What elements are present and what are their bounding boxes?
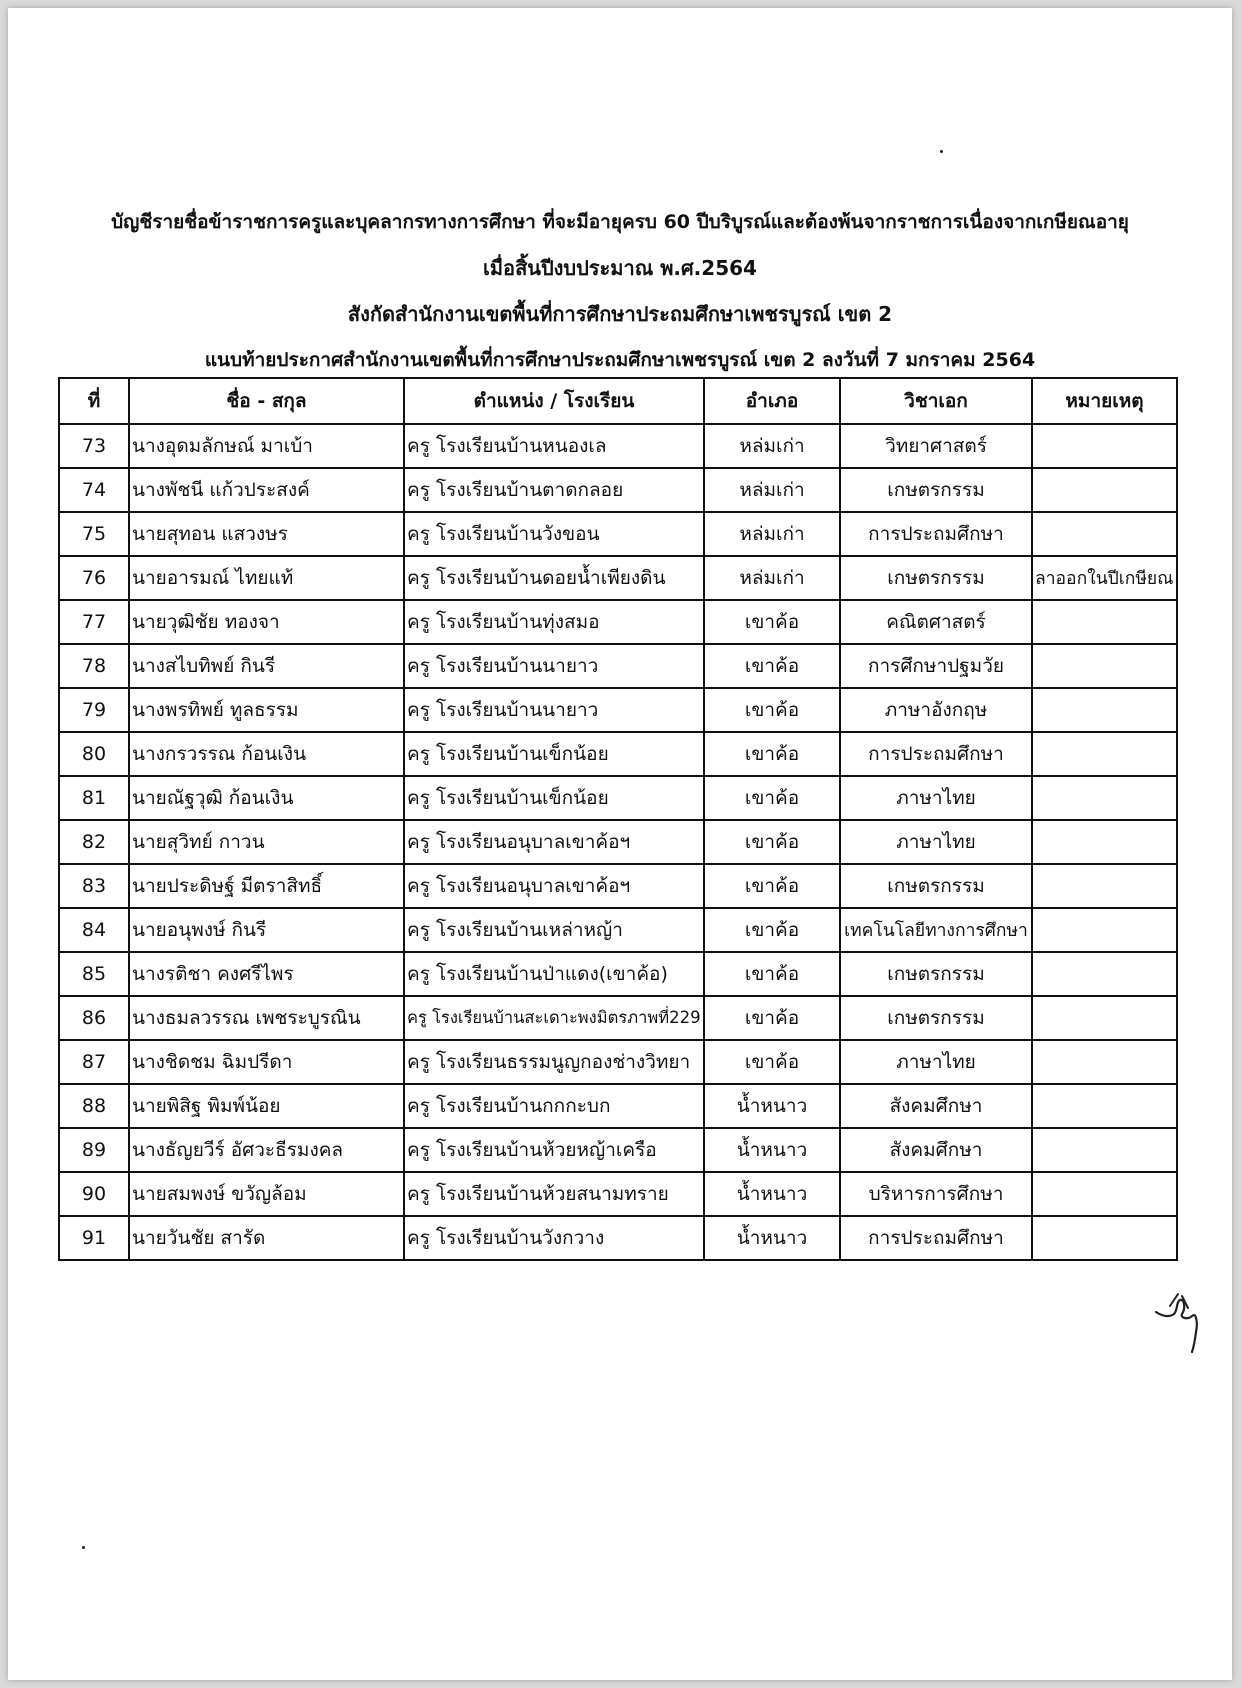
column-header-name: ชื่อ - สกุล	[129, 378, 404, 424]
school-cell: ครู โรงเรียนบ้านเข็กน้อย	[404, 776, 704, 820]
school-cell: ครู โรงเรียนบ้านห้วยสนามทราย	[404, 1172, 704, 1216]
table-row	[59, 1084, 1177, 1128]
table-row	[59, 600, 1177, 644]
note-cell	[1032, 1172, 1177, 1216]
name-cell: นายอารมณ์ ไทยแท้	[129, 556, 404, 600]
table-row	[59, 556, 1177, 600]
district-cell: น้ำหนาว	[704, 1172, 840, 1216]
note-cell	[1032, 820, 1177, 864]
note-cell	[1032, 1128, 1177, 1172]
note-cell	[1032, 952, 1177, 996]
major-cell: การประถมศึกษา	[840, 732, 1032, 776]
name-cell: นางธัญยวีร์ อัศวะธีรมงคล	[129, 1128, 404, 1172]
table-header-row	[59, 378, 1177, 424]
name-cell: นายสมพงษ์ ขวัญล้อม	[129, 1172, 404, 1216]
speck-mark	[82, 1546, 85, 1549]
major-cell: การประถมศึกษา	[840, 512, 1032, 556]
district-cell: หล่มเก่า	[704, 468, 840, 512]
school-cell: ครู โรงเรียนบ้านวังกวาง	[404, 1216, 704, 1260]
table-row	[59, 732, 1177, 776]
major-cell: เกษตรกรรม	[840, 468, 1032, 512]
name-cell: นางชิดชม ฉิมปรีดา	[129, 1040, 404, 1084]
district-cell: เขาค้อ	[704, 776, 840, 820]
row-number-cell: 90	[59, 1172, 129, 1216]
name-cell: นายพิสิฐ พิมพ์น้อย	[129, 1084, 404, 1128]
row-number-cell: 81	[59, 776, 129, 820]
school-cell: ครู โรงเรียนบ้านนายาว	[404, 688, 704, 732]
agency-line: สังกัดสำนักงานเขตพื้นที่การศึกษาประถมศึกษาเพชรบูรณ์ เขต 2	[347, 302, 893, 326]
table-row	[59, 468, 1177, 512]
table-row	[59, 644, 1177, 688]
row-number-cell: 76	[59, 556, 129, 600]
district-cell: เขาค้อ	[704, 732, 840, 776]
column-header-no: ที่	[59, 378, 129, 424]
district-cell: เขาค้อ	[704, 600, 840, 644]
table-row	[59, 1040, 1177, 1084]
name-cell: นางรติชา คงศรีไพร	[129, 952, 404, 996]
speck-mark	[940, 150, 943, 153]
district-cell: เขาค้อ	[704, 688, 840, 732]
table-row	[59, 996, 1177, 1040]
district-cell: หล่มเก่า	[704, 556, 840, 600]
school-cell: ครู โรงเรียนบ้านวังขอน	[404, 512, 704, 556]
major-cell: ภาษาไทย	[840, 1040, 1032, 1084]
major-cell: สังคมศึกษา	[840, 1128, 1032, 1172]
note-cell	[1032, 688, 1177, 732]
table-row	[59, 1172, 1177, 1216]
document-page	[8, 8, 1232, 1680]
major-cell: ภาษาไทย	[840, 820, 1032, 864]
table-row	[59, 952, 1177, 996]
major-cell: เกษตรกรรม	[840, 864, 1032, 908]
announcement-line: แนบท้ายประกาศสำนักงานเขตพื้นที่การศึกษาประถมศึกษาเพชรบูรณ์ เขต 2 ลงวันที่ 7 มกราคม 2564	[204, 349, 1036, 371]
note-cell	[1032, 644, 1177, 688]
row-number-cell: 80	[59, 732, 129, 776]
row-number-cell: 73	[59, 424, 129, 468]
table-row	[59, 908, 1177, 952]
table-row	[59, 864, 1177, 908]
table-row	[59, 776, 1177, 820]
name-cell: นางธมลวรรณ เพชระบูรณิน	[129, 996, 404, 1040]
row-number-cell: 82	[59, 820, 129, 864]
major-cell: เกษตรกรรม	[840, 952, 1032, 996]
note-cell	[1032, 1040, 1177, 1084]
name-cell: นายวันชัย สารัด	[129, 1216, 404, 1260]
major-cell: ภาษาไทย	[840, 776, 1032, 820]
retirement-roster-table	[58, 377, 1178, 1261]
note-cell	[1032, 424, 1177, 468]
row-number-cell: 77	[59, 600, 129, 644]
major-cell: คณิตศาสตร์	[840, 600, 1032, 644]
name-cell: นายวุฒิชัย ทองจา	[129, 600, 404, 644]
row-number-cell: 91	[59, 1216, 129, 1260]
major-cell: การศึกษาปฐมวัย	[840, 644, 1032, 688]
note-cell	[1032, 732, 1177, 776]
column-header-major: วิชาเอก	[840, 378, 1032, 424]
note-cell	[1032, 600, 1177, 644]
name-cell: นายอนุพงษ์ กินรี	[129, 908, 404, 952]
school-cell: ครู โรงเรียนบ้านตาดกลอย	[404, 468, 704, 512]
district-cell: หล่มเก่า	[704, 424, 840, 468]
table-row	[59, 1128, 1177, 1172]
column-header-note: หมายเหตุ	[1032, 378, 1177, 424]
name-cell: นายณัฐวุฒิ ก้อนเงิน	[129, 776, 404, 820]
district-cell: เขาค้อ	[704, 908, 840, 952]
row-number-cell: 88	[59, 1084, 129, 1128]
row-number-cell: 78	[59, 644, 129, 688]
table-row	[59, 820, 1177, 864]
table-body	[59, 424, 1177, 1260]
school-cell: ครู โรงเรียนบ้านหนองเล	[404, 424, 704, 468]
row-number-cell: 75	[59, 512, 129, 556]
name-cell: นางอุดมลักษณ์ มาเบ้า	[129, 424, 404, 468]
district-cell: น้ำหนาว	[704, 1216, 840, 1260]
major-cell: สังคมศึกษา	[840, 1084, 1032, 1128]
note-cell	[1032, 776, 1177, 820]
name-cell: นายสุทอน แสวงษร	[129, 512, 404, 556]
row-number-cell: 86	[59, 996, 129, 1040]
note-cell	[1032, 1084, 1177, 1128]
handwritten-signature	[1152, 1282, 1204, 1354]
row-number-cell: 74	[59, 468, 129, 512]
row-number-cell: 89	[59, 1128, 129, 1172]
note-cell: ลาออกในปีเกษียณ	[1032, 556, 1177, 600]
school-cell: ครู โรงเรียนบ้านนายาว	[404, 644, 704, 688]
school-cell: ครู โรงเรียนบ้านเข็กน้อย	[404, 732, 704, 776]
fiscal-year-line: เมื่อสิ้นปีงบประมาณ พ.ศ.2564	[483, 256, 757, 280]
note-cell	[1032, 468, 1177, 512]
note-cell	[1032, 1216, 1177, 1260]
school-cell: ครู โรงเรียนบ้านป่าแดง(เขาค้อ)	[404, 952, 704, 996]
note-cell	[1032, 996, 1177, 1040]
row-number-cell: 85	[59, 952, 129, 996]
note-cell	[1032, 908, 1177, 952]
district-cell: น้ำหนาว	[704, 1128, 840, 1172]
table-row	[59, 424, 1177, 468]
name-cell: นายประดิษฐ์ มีตราสิทธิ์	[129, 864, 404, 908]
row-number-cell: 87	[59, 1040, 129, 1084]
school-cell: ครู โรงเรียนบ้านสะเดาะพงมิตรภาพที่229	[404, 996, 704, 1040]
school-cell: ครู โรงเรียนบ้านห้วยหญ้าเครือ	[404, 1128, 704, 1172]
major-cell: การประถมศึกษา	[840, 1216, 1032, 1260]
column-header-school: ตำแหน่ง / โรงเรียน	[404, 378, 704, 424]
major-cell: ภาษาอังกฤษ	[840, 688, 1032, 732]
district-cell: เขาค้อ	[704, 864, 840, 908]
district-cell: หล่มเก่า	[704, 512, 840, 556]
district-cell: เขาค้อ	[704, 996, 840, 1040]
name-cell: นางกรวรรณ ก้อนเงิน	[129, 732, 404, 776]
school-cell: ครู โรงเรียนบ้านกกกะบก	[404, 1084, 704, 1128]
table-row	[59, 512, 1177, 556]
table-row	[59, 688, 1177, 732]
note-cell	[1032, 864, 1177, 908]
column-header-district: อำเภอ	[704, 378, 840, 424]
district-cell: น้ำหนาว	[704, 1084, 840, 1128]
major-cell: วิทยาศาสตร์	[840, 424, 1032, 468]
row-number-cell: 83	[59, 864, 129, 908]
major-cell: เกษตรกรรม	[840, 996, 1032, 1040]
district-cell: เขาค้อ	[704, 1040, 840, 1084]
school-cell: ครู โรงเรียนอนุบาลเขาค้อฯ	[404, 864, 704, 908]
district-cell: เขาค้อ	[704, 644, 840, 688]
row-number-cell: 84	[59, 908, 129, 952]
district-cell: เขาค้อ	[704, 952, 840, 996]
table-row	[59, 1216, 1177, 1260]
school-cell: ครู โรงเรียนบ้านทุ่งสมอ	[404, 600, 704, 644]
school-cell: ครู โรงเรียนอนุบาลเขาค้อฯ	[404, 820, 704, 864]
note-cell	[1032, 512, 1177, 556]
school-cell: ครู โรงเรียนธรรมนูญกองช่างวิทยา	[404, 1040, 704, 1084]
name-cell: นายสุวิทย์ กาวน	[129, 820, 404, 864]
major-cell: เกษตรกรรม	[840, 556, 1032, 600]
name-cell: นางพรทิพย์ ทูลธรรม	[129, 688, 404, 732]
district-cell: เขาค้อ	[704, 820, 840, 864]
document-title: บัญชีรายชื่อข้าราชการครูและบุคลากรทางการศึกษา ที่จะมีอายุครบ 60 ปีบริบูรณ์และต้องพ้นจากราชการเนื่องจากเกษียณอายุ	[111, 211, 1129, 233]
school-cell: ครู โรงเรียนบ้านดอยน้ำเพียงดิน	[404, 556, 704, 600]
major-cell: เทคโนโลยีทางการศึกษา	[840, 908, 1032, 952]
school-cell: ครู โรงเรียนบ้านเหล่าหญ้า	[404, 908, 704, 952]
name-cell: นางพัชนี แก้วประสงค์	[129, 468, 404, 512]
name-cell: นางสไบทิพย์ กินรี	[129, 644, 404, 688]
major-cell: บริหารการศึกษา	[840, 1172, 1032, 1216]
row-number-cell: 79	[59, 688, 129, 732]
